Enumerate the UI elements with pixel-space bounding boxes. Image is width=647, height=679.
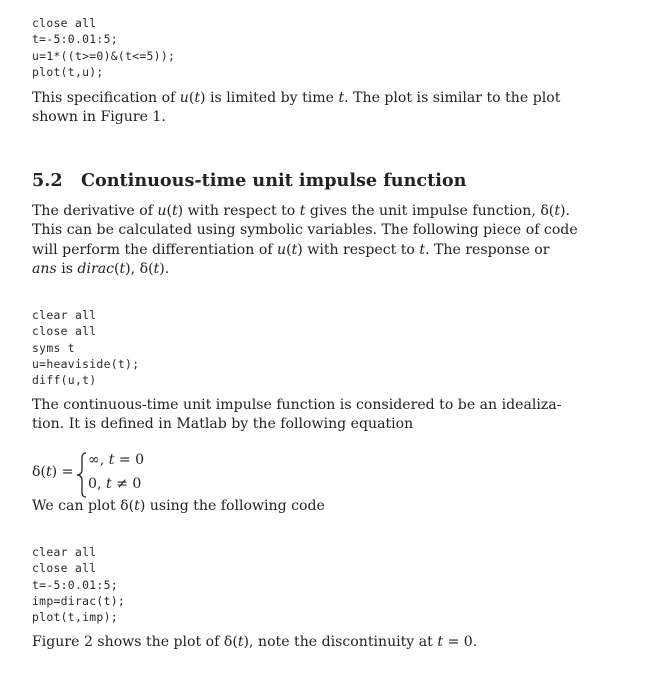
paragraph-5 [32, 633, 552, 652]
code-line: close all [32, 324, 97, 339]
code-line: close all [32, 561, 97, 576]
code-line: diff(u,t) [32, 373, 97, 388]
code-line: imp=dirac(t); [32, 593, 126, 608]
paragraph-line: This can be calculated using symbolic variables. The following piece of code [32, 222, 578, 239]
section-heading [32, 170, 466, 191]
equation-lhs: δ(t) = [32, 464, 74, 480]
code-block-2 [32, 307, 139, 388]
paragraph-line: tion. It is defined in Matlab by the following equation [32, 416, 414, 433]
paragraph-line: ans is dirac(t), δ(t). [32, 260, 170, 277]
code-line: t=-5:0.01:5; [32, 577, 118, 592]
left-brace-icon [76, 452, 88, 498]
paragraph-line: shown in Figure 1. [32, 109, 166, 126]
paragraph-line: Figure 2 shows the plot of δ(t), note the discontinuity at t = 0. [32, 634, 478, 650]
code-line: plot(t,u); [32, 64, 104, 79]
paragraph-line: We can plot δ(t) using the following code [32, 498, 325, 514]
code-line: t=-5:0.01:5; [32, 32, 118, 47]
paragraph-line: This specification of u(t) is limited by time t. The plot is similar to the plot [32, 90, 561, 106]
paragraph-line: The derivative of u(t) with respect to t gives the unit impulse function, δ(t). [32, 203, 570, 219]
paragraph-3 [32, 396, 562, 435]
equation-case-1: ∞, t = 0 [88, 452, 145, 468]
code-block-1 [32, 15, 175, 80]
code-block-3 [32, 544, 125, 625]
section-title: Continuous-time unit impulse function [81, 170, 467, 191]
code-line: plot(t,imp); [32, 610, 118, 625]
code-line: clear all [32, 308, 97, 322]
paragraph-4 [32, 497, 552, 516]
paragraph-line: The continuous-time unit impulse function is considered to be an idealiza- [32, 397, 562, 413]
code-line: u=heaviside(t); [32, 356, 140, 371]
paragraph-line: will perform the differentiation of u(t) with respect to t. The response or [32, 241, 550, 258]
paragraph-2 [32, 202, 578, 279]
code-line: close all [32, 16, 97, 30]
equation-case-2: 0, t ≠ 0 [88, 476, 142, 492]
section-number: 5.2 [32, 170, 63, 191]
paragraph-1 [32, 89, 561, 128]
code-line: clear all [32, 545, 97, 559]
code-line: syms t [32, 340, 75, 355]
code-line: u=1*((t>=0)&(t<=5)); [32, 48, 176, 63]
